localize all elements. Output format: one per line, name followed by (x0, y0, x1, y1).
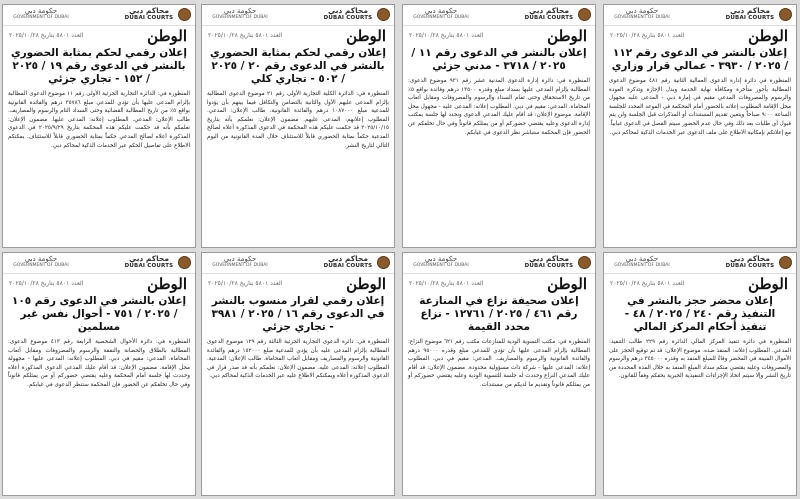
newspaper-logo: الوطن (547, 275, 587, 293)
government-name-ar: حكومة دبي (24, 7, 58, 15)
court-name-ar: محاكم دبي (529, 6, 569, 15)
notice-body: المنظورة في: مكتب التسوية الودية للمنازعات مكتب رقم ٦٢١ موضوع النزاع: المطالبة بإلزام المدعى عليها بأن تؤدي للمدعي مبلغ وقدره ٩٥٠٠٠ درهم والفائدة القانونية والرسوم والمصاريف. المدعي: مقيم في دبي. المطلوب إعلانه: المدعى عليها - شركة ذات مسؤولية محدودة. مضمون الإعلان: قد أقام عليك المدعي النزاع وحددت له جلسة للتسوية الودية وعليه يقتضي حضوركم أو من يمثلكم قانوناً وتقديم ما لديكم من مستندات. (408, 339, 590, 388)
court-logo (106, 255, 192, 269)
newspaper-row (202, 273, 394, 294)
newspaper-row (604, 273, 796, 294)
notice-title: إعلان صحيفة نزاع في المنازعة رقم ٤٦١ / ٢٠٢٥ / ١٢٧٦١ - نزاع محدد القيمة (419, 295, 579, 333)
masthead-header (604, 5, 796, 25)
notice-card (2, 4, 196, 248)
newspaper-logo: الوطن (346, 27, 386, 45)
court-name-ar: محاكم دبي (328, 6, 368, 15)
court-logo (707, 7, 793, 21)
government-logo (6, 255, 76, 268)
masthead-header (3, 5, 195, 25)
government-logo (406, 7, 476, 20)
government-name-en: GOVERNMENT OF DUBAI (212, 263, 268, 268)
court-logo (305, 255, 391, 269)
newspaper-row (3, 25, 195, 46)
court-name-en: DUBAI COURTS (524, 15, 574, 21)
court-name-en: DUBAI COURTS (124, 15, 174, 21)
newspaper-logo: الوطن (346, 275, 386, 293)
government-name-en: GOVERNMENT OF DUBAI (614, 15, 670, 20)
issue-date: العدد ٥٨٠١ بتاريخ ٢٠٢٥/١٠/٢٨ (9, 280, 84, 287)
masthead-header (403, 253, 595, 273)
government-logo (6, 7, 76, 20)
government-name-en: GOVERNMENT OF DUBAI (413, 263, 469, 268)
issue-date: العدد ٥٨٠١ بتاريخ ٢٠٢٥/١٠/٢٨ (208, 32, 283, 39)
notice-card (402, 4, 596, 248)
court-logo (506, 255, 592, 269)
court-name-en: DUBAI COURTS (725, 263, 775, 269)
notice-card (201, 4, 395, 248)
notice-card (402, 252, 596, 496)
notice-title: إعلان بالنشر في الدعوى رقم ١٠٥ / ٢٠٢٥ / ٧٥١ - أحوال نفس غير مسلمين (11, 295, 187, 333)
notice-card (603, 4, 797, 248)
newspaper-logo: الوطن (748, 27, 788, 45)
newspaper-row (202, 25, 394, 46)
issue-date: العدد ٥٨٠١ بتاريخ ٢٠٢٥/١٠/٢٨ (9, 32, 84, 39)
government-name-ar: حكومة دبي (625, 255, 659, 263)
court-name-en: DUBAI COURTS (124, 263, 174, 269)
court-name-ar: محاكم دبي (529, 254, 569, 263)
issue-date: العدد ٥٨٠١ بتاريخ ٢٠٢٥/١٠/٢٨ (409, 32, 484, 39)
notice-body: المنظورة في: دائرة الدعوى التجارية الجزئية الثالثة رقم ١٢٩ موضوع الدعوى المطالبة بإلزام المدعى عليه بأن يؤدي للمدعية مبلغ ١٥٢٠٠٠ درهم والفائدة القانونية والرسوم والمصاريف ومقابل أتعاب المحاماة. طالب الإعلان: المدعية. المطلوب إعلانه: المدعى عليه. مضمون الإعلان: نعلمكم بأنه قد صدر قرار في الدعوى المذكورة أعلاه ويمكنكم الاطلاع عليه عبر الخدمات الذكية لمحاكم دبي. (207, 339, 389, 380)
masthead-header (604, 253, 796, 273)
newspaper-logo: الوطن (547, 27, 587, 45)
court-name-en: DUBAI COURTS (323, 15, 373, 21)
court-name-ar: محاكم دبي (129, 254, 169, 263)
notice-card (2, 252, 196, 496)
newspaper-row (403, 273, 595, 294)
issue-date: العدد ٥٨٠١ بتاريخ ٢٠٢٥/١٠/٢٨ (610, 32, 685, 39)
issue-date: العدد ٥٨٠١ بتاريخ ٢٠٢٥/١٠/٢٨ (208, 280, 283, 287)
court-name-ar: محاكم دبي (730, 6, 770, 15)
government-name-ar: حكومة دبي (223, 255, 257, 263)
government-name-en: GOVERNMENT OF DUBAI (614, 263, 670, 268)
court-logo (506, 7, 592, 21)
masthead-header (403, 5, 595, 25)
notice-card (201, 252, 395, 496)
notice-body: المنظورة في دائرة إدارة الدعوى العمالية الثانية رقم ٤٨١ موضوع الدعوى المطالبة بأجور متأخرة ومكافأة نهاية الخدمة وبدل الإجازة وتذكرة العودة والرسوم والمصروفات المدعي مقيم في إمارة دبي - المدعى عليه مجهول محل الإقامة المطلوب إعلانه بالحضور أمام المحكمة في الموعد المحدد للجلسة الساعة ٩:٠٠ صباحاً ويتعين تقديم المستندات أو المذكرات قبل الجلسة ولن يتم قبول أي طلبات بعد ذلك وفي حال عدم الحضور سيتم الفصل في الدعوى غيابياً. مع إعلانكم بإمكانية الاطلاع على ملف الدعوى عبر الخدمات الذكية لمحاكم دبي. (609, 78, 791, 136)
government-name-en: GOVERNMENT OF DUBAI (13, 263, 69, 268)
government-logo (607, 7, 677, 20)
issue-date: العدد ٥٨٠١ بتاريخ ٢٠٢٥/١٠/٢٨ (409, 280, 484, 287)
government-logo (607, 255, 677, 268)
court-logo (707, 255, 793, 269)
notice-body: المنظورة في: الدائرة الكلية التجارية الأولى رقم ٢١ موضوع الدعوى المطالبة بإلزام المدعى عليهم الأول والثانية بالتضامن والتكافل فيما بينهم بأن يؤدوا للمدعية مبلغ ١٠٨٧٠٠٠ درهم والفائدة القانونية. طالب الإعلان: المدعي. المطلوب إعلانهم: المدعى عليهم. مضمون الإعلان: نعلمكم بأنه بتاريخ ٢٠٢٥/١٠/١٥ قد حكمت عليكم هذه المحكمة في الدعوى المذكورة أعلاه لصالح المدعية حكماً بمثابة الحضوري قابلاً للاستئناف خلال المدة القانونية من اليوم التالي لتاريخ النشر. (207, 91, 389, 149)
government-name-ar: حكومة دبي (625, 7, 659, 15)
court-name-ar: محاكم دبي (129, 6, 169, 15)
court-name-ar: محاكم دبي (730, 254, 770, 263)
government-name-ar: حكومة دبي (424, 7, 458, 15)
notice-title: إعلان بالنشر في الدعوى رقم ١١ / ٢٠٢٥ / ٣٧١٨ - مدني جزئي (411, 47, 587, 72)
government-name-en: GOVERNMENT OF DUBAI (413, 15, 469, 20)
notice-body: المنظورة في دائرة تنفيذ المركز المالي الدائرة رقم ٢٢٩ طالب التنفيذ: المدعي. المطلوب إعلانه: المنفذ ضده. موضوع الإعلان: قد تم توقيع الحجز على الأموال المبينة في المحضر وفاءً للمبلغ المنفذ به وقدره ٣٤٥٠٠٠ درهم والرسوم والمصروفات وعليه يقتضي منكم سداد المبلغ المنفذ به خلال المدة المحددة من تاريخ النشر وإلا سيتم اتخاذ الإجراءات التنفيذية الجبرية بحقكم وفقاً للقانون. (609, 339, 792, 380)
notice-title: إعلان رقمي لقرار منسوب بالنشر في الدعوى رقم ١٦ / ٢٠٢٥ / ٣٩٨١ - تجاري جزئي (211, 295, 385, 333)
notice-card (603, 252, 797, 496)
issue-date: العدد ٥٨٠١ بتاريخ ٢٠٢٥/١٠/٢٨ (610, 280, 685, 287)
newspaper-row (604, 25, 796, 46)
government-name-en: GOVERNMENT OF DUBAI (212, 15, 268, 20)
notice-body: المنظورة في: الدائرة التجارية الجزئية الأولى رقم ١١ موضوع الدعوى المطالبة بإلزام المدعى عليها بأن تؤدي للمدعي مبلغ ٣٥٧٨٦ درهم والفائدة القانونية بواقع ٥٪ من تاريخ المطالبة القضائية وحتى السداد التام والرسوم والمصاريف. طالب الإعلان: المدعي. المطلوب إعلانه: المدعى عليها. مضمون الإعلان: نعلمكم بأنه قد حكمت عليكم هذه المحكمة بتاريخ ٢٠٢٥/٩/٢٩ في الدعوى المذكورة أعلاه لصالح المدعي حكماً بمثابة الحضوري قابلاً للاستئناف. يمكنكم الاطلاع على تفاصيل الحكم عبر الخدمات الذكية لمحاكم دبي. (8, 91, 190, 149)
newspaper-logo: الوطن (748, 275, 788, 293)
government-name-en: GOVERNMENT OF DUBAI (13, 15, 69, 20)
court-name-en: DUBAI COURTS (725, 15, 775, 21)
notice-body: المنظورة في: دائرة إدارة الدعوى المدنية عشر رقم ٩٣١ موضوع الدعوى: المطالبة بإلزام المدعى عليها بسداد مبلغ وقدره ١٣٥٠٠ درهم وفائدة بواقع ٥٪ من تاريخ الاستحقاق وحتى تمام السداد والرسوم والمصروفات ومقابل أتعاب المحاماة. المدعي: مقيم في دبي. المطلوب إعلانه: المدعى عليه - مجهول محل الإقامة. موضوع الإعلان: قد أقام عليك المدعي الدعوى ونحدد لها جلسة بمكتب إدارة الدعوى وعليه يقتضي حضوركم أو من يمثلكم قانوناً وفي حال تخلفكم عن الحضور فإن المحكمة ستباشر نظر الدعوى في غيابكم. (408, 78, 590, 136)
court-name-en: DUBAI COURTS (323, 263, 373, 269)
notice-title: إعلان رقمي لحكم بمثابة الحضوري بالنشر في الدعوى رقم ٢٠ / ٢٠٢٥ / ٥٠٢ - تجاري كلي (210, 47, 386, 85)
government-logo (406, 255, 476, 268)
notice-title: إعلان محضر حجز بالنشر في التنفيذ رقم ٢٤٠ / ٢٠٢٥ / ٤٨ - تنفيذ أحكام المركز المالي (624, 295, 776, 333)
court-logo (305, 7, 391, 21)
government-logo (205, 255, 275, 268)
masthead-header (202, 253, 394, 273)
government-logo (205, 7, 275, 20)
masthead-header (3, 253, 195, 273)
newspaper-row (3, 273, 195, 294)
newspaper-logo: الوطن (147, 275, 187, 293)
court-name-ar: محاكم دبي (328, 254, 368, 263)
newspaper-logo: الوطن (147, 27, 187, 45)
court-logo (106, 7, 192, 21)
masthead-header (202, 5, 394, 25)
newspaper-row (403, 25, 595, 46)
notice-title: إعلان بالنشر في الدعوى رقم ١١٢ / ٢٠٢٥ / ٣٩٣٠ - عمالي قرار وزاري (611, 47, 789, 72)
government-name-ar: حكومة دبي (424, 255, 458, 263)
court-name-en: DUBAI COURTS (524, 263, 574, 269)
notice-body: المنظورة في: دائرة الأحوال الشخصية الرابعة رقم ٤١٣ موضوع الدعوى: المطالبة بالطلاق والحضانة والنفقة والرسوم والمصروفات ومقابل أتعاب المحاماة. المدعي: مقيم في دبي. المطلوب إعلانه: المدعى عليها - مجهولة محل الإقامة. مضمون الإعلان: قد أقام عليك المدعي الدعوى المذكورة أعلاه وحددت لها جلسة أمام المحكمة وعليه يقتضي حضوركم أو من يمثلكم قانوناً وفي حال تخلفكم عن الحضور فإن المحكمة ستنظر الدعوى في غيابكم. (8, 339, 191, 388)
government-name-ar: حكومة دبي (223, 7, 257, 15)
government-name-ar: حكومة دبي (24, 255, 58, 263)
notice-title: إعلان رقمي لحكم بمثابة الحضوري بالنشر في الدعوى رقم ١٩ / ٢٠٢٥ / ١٥٢ - تجاري جزئي (11, 47, 187, 85)
